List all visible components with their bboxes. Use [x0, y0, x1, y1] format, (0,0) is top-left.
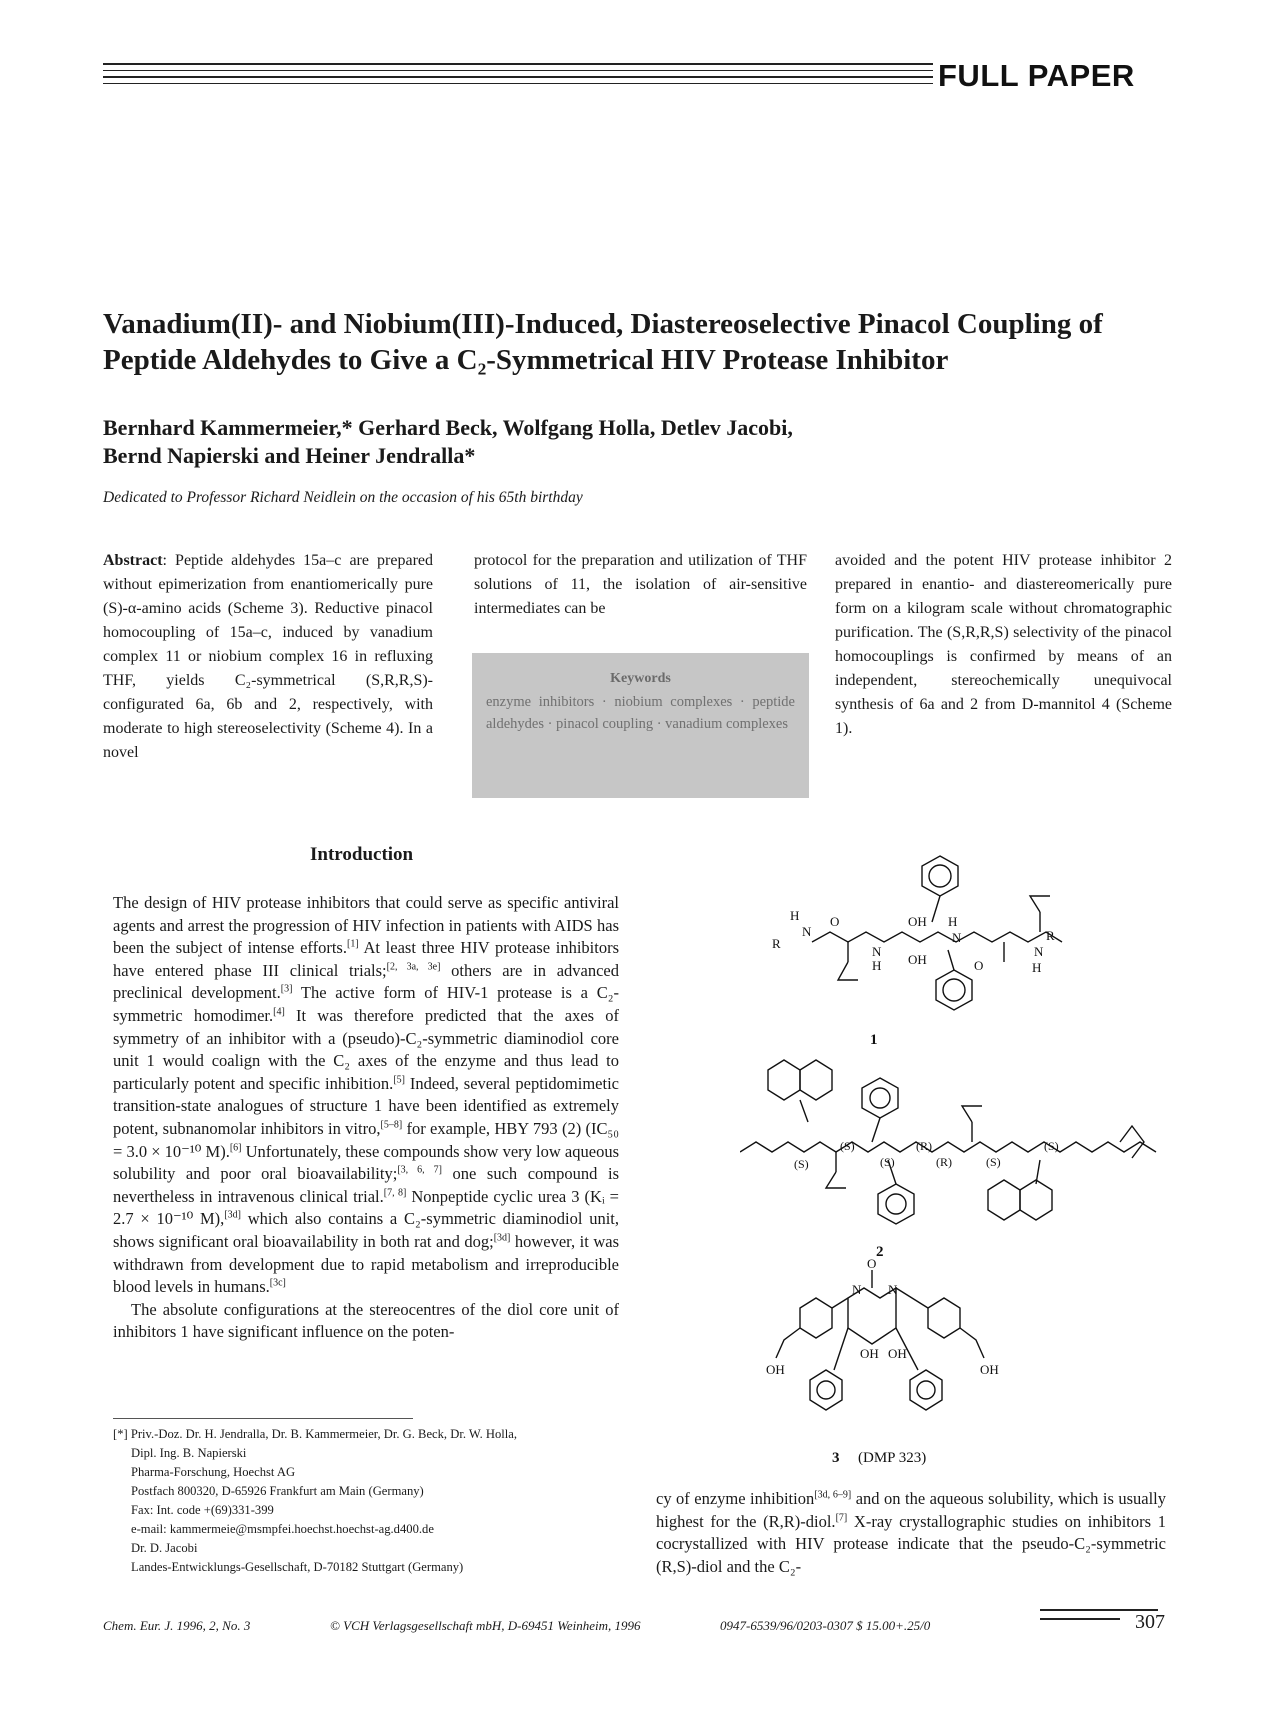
dedication: Dedicated to Professor Richard Neidlein on the occasion of his 65th birthday — [103, 489, 583, 506]
atom-label: N — [852, 1282, 862, 1297]
authors-line-1: Bernhard Kammermeier,* Gerhard Beck, Wolfgang Holla, Detlev Jacobi, — [103, 415, 793, 440]
atom-label: OH — [860, 1346, 879, 1361]
atom-label: H — [872, 958, 882, 973]
compound-3-label: 3 — [832, 1450, 840, 1466]
atom-label: N — [888, 1282, 898, 1297]
footer-code: 0947-6539/96/0203-0307 $ 15.00+.25/0 — [720, 1618, 931, 1633]
stereo-label: (S) — [880, 1155, 895, 1169]
footer-copyright: © VCH Verlagsgesellschaft mbH, D-69451 Weinheim, 1996 — [330, 1618, 641, 1633]
atom-label: R — [1046, 928, 1055, 943]
introduction-paragraph-2: The absolute configurations at the stereocentres of the diol core unit of inhibitors 1 have significant influence on the poten- — [113, 1299, 619, 1342]
stereo-label: (R) — [916, 1139, 932, 1153]
footnote-line: [*] Priv.-Doz. Dr. H. Jendralla, Dr. B. Kammermeier, Dr. G. Beck, Dr. W. Holla, — [113, 1427, 518, 1441]
footnote-email: e-mail: kammermeie@msmpfei.hoechst.hoechst-ag.d400.de — [131, 1522, 434, 1536]
footnote-rule — [113, 1418, 413, 1419]
atom-label: H — [790, 908, 800, 923]
abstract-column-1 — [103, 549, 433, 765]
keywords-box — [472, 653, 809, 798]
keywords-title: Keywords — [610, 671, 671, 686]
footnote-line: Landes-Entwicklungs-Gesellschaft, D-70182 Stuttgart (Germany) — [131, 1560, 464, 1574]
abstract-column-2 — [474, 549, 807, 621]
footnote-line: Pharma-Forschung, Hoechst AG — [131, 1465, 296, 1479]
stereo-label: (S) — [840, 1139, 855, 1153]
structure-3-drawing — [776, 1270, 984, 1410]
keywords-list: enzyme inhibitors · niobium complexes · peptide aldehydes · pinacol coupling · vanadium complexes — [486, 694, 795, 732]
column-2-text: cy of enzyme inhibition[3d, 6–9] and on the aqueous solubility, which is usually highest for the (R,R)-diol.[7] X-ray crystallographic studies on inhibitors 1 cocrystallized with HIV protease indicate that the pseudo-C₂-symmetric (R,S)-diol and the C₂- — [656, 1489, 1166, 1576]
compound-2-label: 2 — [876, 1244, 884, 1260]
footnote-line: Fax: Int. code +(69)331-399 — [131, 1503, 274, 1517]
atom-label: R — [772, 936, 781, 951]
introduction-paragraph-1: The design of HIV protease inhibitors that could serve as specific antiviral agents and arrest the progression of HIV infection in patients with AIDS has been the subject of intense efforts.[1] At least three HIV protease inhibitors have entered phase III clinical trials;[2, 3a, 3e] others are in advanced preclinical development.[3] The active form of HIV-1 protease is a C₂-symmetric homodimer.[4] It was therefore predicted that the axes of symmetry of an inhibitor with a (pseudo)-C₂-symmetric diaminodiol core unit 1 would coalign with the C₂ axes of the enzyme and thus lead to particularly potent and specific inhibition.[5] Indeed, several peptidomimetic transition-state analogues of structure 1 have been identified as extremely potent, subnanomolar inhibitors in vitro,[5–8] for example, HBY 793 (2) (IC₅₀ = 3.0 × 10⁻¹⁰ M).[6] Unfortunately, these compounds show very low aqueous solubility and poor oral bioavailability;[3, 6, 7] one such compound is nevertheless in intravenous clinical trial.[7, 8] Nonpeptide cyclic urea 3 (Kᵢ = 2.7 × 10⁻¹⁰ M),[3d] which also contains a C₂-symmetric diaminodiol unit, shows significant oral bioavailability in both rat and dog;[3d] however, it was withdrawn from development due to rapid metabolism and irreproducible blood levels in humans.[3c] — [113, 893, 620, 1297]
chemical-structures — [740, 850, 1180, 1470]
author-footnote — [113, 1425, 623, 1577]
stereo-label: (S) — [1044, 1139, 1059, 1153]
section-label: FULL PAPER — [938, 58, 1135, 93]
structure-1-atoms — [772, 908, 1055, 975]
atom-label: N — [952, 930, 962, 945]
abstract-text-1: : Peptide aldehydes 15a–c are prepared without epimerization from enantiomerically pure (S)-α-amino acids (Scheme 3). Reductive pinacol homocoupling of 15a–c, induced by vanadium complex 11 or niobium complex 16 in refluxing THF, yields C₂-symmetrical (S,R,R,S)-configurated 6a, 6b and 2, respectively, with moderate to high stereoselectivity (Scheme 4). In a novel — [103, 552, 433, 761]
atom-label: N — [1034, 944, 1044, 959]
structure-2-drawing — [740, 1060, 1156, 1224]
atom-label: OH — [766, 1362, 785, 1377]
footnote-line: Dipl. Ing. B. Napierski — [131, 1446, 247, 1460]
stereo-label: (R) — [936, 1155, 952, 1169]
atom-label: OH — [980, 1362, 999, 1377]
structure-2-stereo-labels — [794, 1139, 1059, 1171]
atom-label: O — [830, 914, 840, 929]
atom-label: O — [974, 958, 984, 973]
abstract-text-3: avoided and the potent HIV protease inhibitor 2 prepared in enantio- and diastereomerically pure form on a kilogram scale without chromatographic purification. The (S,R,R,S) selectivity of the pinacol homocouplings is confirmed by means of an independent, stereochemically unequivocal synthesis of 6a and 2 from D-mannitol 4 (Scheme 1). — [835, 552, 1172, 737]
stereo-label: (S) — [794, 1157, 809, 1171]
introduction-heading: Introduction — [310, 844, 414, 865]
structure-1-drawing — [812, 856, 1062, 1010]
footer-journal: Chem. Eur. J. 1996, 2, No. 3 — [103, 1618, 251, 1633]
atom-label: OH — [888, 1346, 907, 1361]
footer-rule — [1040, 1618, 1120, 1620]
atom-label: H — [1032, 960, 1042, 975]
atom-label: N — [802, 924, 812, 939]
atom-label: N — [872, 944, 882, 959]
compound-1-label: 1 — [870, 1032, 878, 1048]
authors-line-2: Bernd Napierski and Heiner Jendralla* — [103, 443, 476, 468]
atom-label: O — [867, 1256, 877, 1271]
header-rules — [103, 63, 933, 91]
abstract-text-2: protocol for the preparation and utilization of THF solutions of 11, the isolation of air-sensitive intermediates can be — [474, 552, 807, 617]
compound-3-name: (DMP 323) — [858, 1450, 927, 1466]
abstract-column-3 — [835, 549, 1172, 741]
author-list — [103, 414, 1103, 470]
structure-3-atoms — [766, 1256, 999, 1377]
title-line-1: Vanadium(II)- and Niobium(III)-Induced, Diastereoselective Pinacol Coupling of — [103, 308, 1103, 340]
introduction-text — [113, 892, 619, 1344]
atom-label: H — [948, 914, 958, 929]
title-line-2: Peptide Aldehydes to Give a C₂-Symmetrical HIV Protease Inhibitor — [103, 344, 949, 376]
page-number: 307 — [1135, 1611, 1165, 1633]
abstract-label: Abstract — [103, 552, 163, 569]
atom-label: OH — [908, 952, 927, 967]
footnote-line: Postfach 800320, D-65926 Frankfurt am Main (Germany) — [131, 1484, 424, 1498]
footnote-line: Dr. D. Jacobi — [131, 1541, 198, 1555]
atom-label: OH — [908, 914, 927, 929]
stereo-label: (S) — [986, 1155, 1001, 1169]
paper-title — [103, 306, 1183, 378]
